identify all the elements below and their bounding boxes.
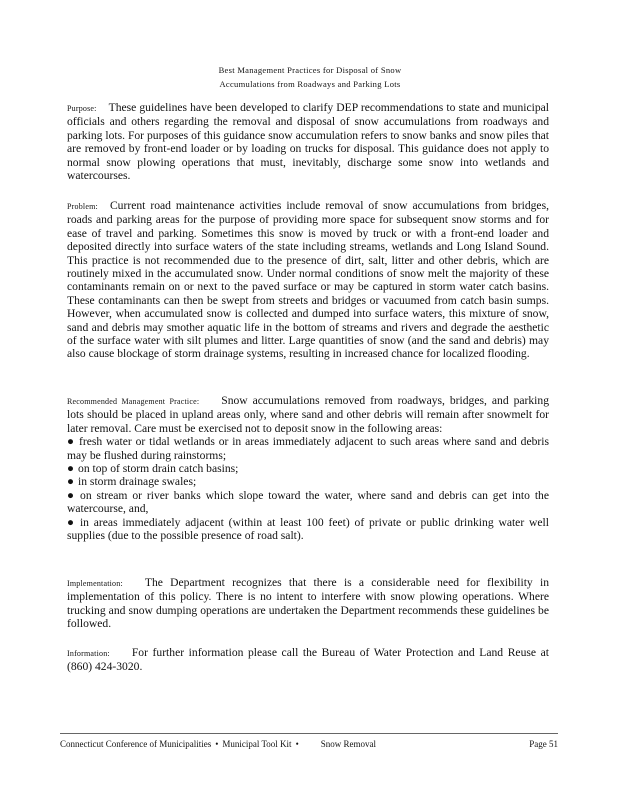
information-text: For further information please call the Bureau of Water Protection and Land Reuse at (860) 424-3020. bbox=[67, 646, 549, 674]
implementation-section bbox=[67, 576, 549, 631]
list-item: ● in areas immediately adjacent (within at least 100 feet) of private or public drinking water well supplies (due to the possible presence of road salt). bbox=[67, 515, 549, 543]
bullet-icon: ● bbox=[67, 462, 75, 476]
bullet-icon: ● bbox=[67, 488, 77, 502]
list-item: ● in storm drainage swales; bbox=[67, 475, 197, 489]
list-item: ● fresh water or tidal wetlands or in areas immediately adjacent to such areas where sand and debris may be flushed during rainstorms; bbox=[67, 435, 549, 462]
bullet-icon: ● bbox=[67, 475, 75, 489]
bullet-icon: ● bbox=[67, 435, 75, 449]
information-label: Information: bbox=[67, 649, 110, 658]
practice-label: Recommended Management Practice: bbox=[67, 397, 200, 406]
problem-label: Problem: bbox=[67, 202, 98, 211]
purpose-text: These guidelines have been developed to clarify DEP recommendations to state and municipal officials and others regarding the removal and disposal of snow accumulations from roadways and parking lots. For purposes of this guidance snow accumulation refers to snow banks and snow piles that are removed by front-end loader or by loading on trucks for disposal. This guidance does not apply to normal snow plowing operations that must, inevitably, discharge some snow into wetlands and watercourses. bbox=[67, 101, 549, 183]
practice-intro: Snow accumulations removed from roadways, bridges, and parking lots should be placed in upland areas only, where sand and other debris will remain after snowmelt for later removal. Care must be exercised not to deposit snow in the following areas: bbox=[67, 394, 549, 435]
problem-section bbox=[67, 199, 549, 361]
implementation-label: Implementation: bbox=[67, 579, 123, 588]
footer-kit: Municipal Tool Kit bbox=[222, 739, 292, 749]
footer-separator: • bbox=[215, 739, 219, 749]
list-item: ● on stream or river banks which slope toward the water, where sand and debris can get into the watercourse, and, bbox=[67, 488, 549, 516]
title-line-2: Accumulations from Roadways and Parking Lots bbox=[219, 79, 401, 89]
bullet-icon: ● bbox=[67, 515, 76, 529]
problem-text: Current road maintenance activities include removal of snow accumulations from bridges, roads and parking areas for the purpose of providing more space for subsequent snow storms and for ease of travel and parking. Sometimes this snow is moved by truck or with a front-end loader and deposited directly into surface waters of the state including streams, wetlands and Long Island Sound. This practice is not recommended due to the presence of dirt, salt, litter and other debris, which are routinely mixed in the accumulated snow. Under normal conditions of snow melt the majority of these contaminants remain on or next to the paved surface or may be captured in storm water catch basins. These contaminants can then be swept from streets and bridges or vacuumed from catch basin sumps. However, when accumulated snow is collected and dumped into surface waters, this mixture of snow, sand and debris may smother aquatic life in the bottom of streams and rivers and degrade the aesthetic of the surface water with silt plumes and litter. Large quantities of snow (and the sand and debris) may also cause blockage of storm drainage systems, resulting in increased chance for localized flooding. bbox=[67, 199, 549, 361]
page-number: Page 51 bbox=[529, 739, 558, 749]
list-item: ● on top of storm drain catch basins; bbox=[67, 462, 239, 476]
practice-bullet-list bbox=[67, 435, 549, 542]
purpose-label: Purpose: bbox=[67, 104, 97, 113]
implementation-text: The Department recognizes that there is a considerable need for flexibility in implementation of this policy. There is no intent to interfere with snow plowing operations. Where trucking and snow dumping operations are undertaken the Department recommends these guidelines be followed. bbox=[67, 576, 549, 631]
footer-org: Connecticut Conference of Municipalities bbox=[60, 739, 212, 749]
footer-separator: • bbox=[295, 739, 299, 749]
page-footer bbox=[60, 738, 558, 750]
footer-topic: Snow Removal bbox=[320, 739, 376, 749]
purpose-section bbox=[67, 101, 549, 182]
practice-section bbox=[67, 394, 549, 542]
title-line-1: Best Management Practices for Disposal of Snow bbox=[218, 65, 402, 75]
information-section bbox=[67, 646, 549, 674]
document-title bbox=[150, 63, 470, 91]
footer-divider bbox=[60, 733, 558, 734]
